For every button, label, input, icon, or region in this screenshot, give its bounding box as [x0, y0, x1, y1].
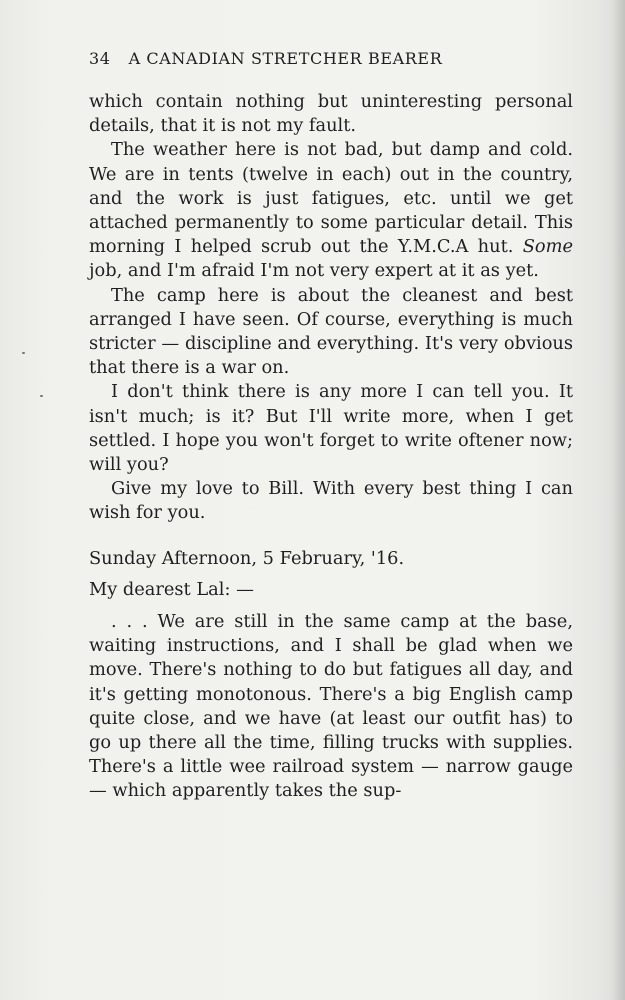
paper-speck: [22, 352, 25, 354]
letter-dateline: Sunday Afternoon, 5 February, '16.: [89, 547, 405, 569]
body-text: [89, 90, 573, 804]
paragraph-weather: [89, 138, 573, 283]
emphasis-some: Some: [522, 236, 573, 258]
paragraph-camp: The camp here is about the cleanest and best arranged I have seen. Of course, everything is much stricter — discipline and everything. It's very obvious that there is a war on.: [89, 284, 573, 379]
paragraph-continuation: which contain nothing but uninteresting personal details, that it is not my fault.: [89, 91, 573, 137]
running-title: A CANADIAN STRETCHER BEARER: [128, 49, 443, 68]
paper-speck: [40, 395, 43, 397]
letter-body: . . . We are still in the same camp at the base, waiting instructions, and I shall be glad when we move. There's nothing to do but fatigues all day, and it's getting monotonous. There's a big English camp quite close, and we have (at least our outfit has) to go up there all the time, filling trucks with supplies. There's a little wee railroad system — narrow gauge — which apparently takes the sup-: [89, 611, 573, 802]
page-number: 34: [89, 49, 111, 68]
letter-salutation: My dearest Lal: —: [89, 578, 254, 600]
paragraph-closing: Give my love to Bill. With every best thing I can wish for you.: [89, 478, 573, 524]
paragraph-weather-end: job, and I'm afraid I'm not very expert at it as yet.: [89, 260, 539, 282]
running-header: [89, 49, 549, 68]
paragraph-weather-text: The weather here is not bad, but damp and cold. We are in tents (twelve in each) out in the country, and the work is just fatigues, etc. until we get attached permanently to some particular detail. This morning I helped scrub out the Y.M.C.A hut.: [89, 139, 573, 258]
page-edge-shadow: [611, 0, 625, 1000]
paragraph-tell: I don't think there is any more I can tell you. It isn't much; is it? But I'll write more, when I get settled. I hope you won't forget to write oftener now; will you?: [89, 381, 573, 476]
